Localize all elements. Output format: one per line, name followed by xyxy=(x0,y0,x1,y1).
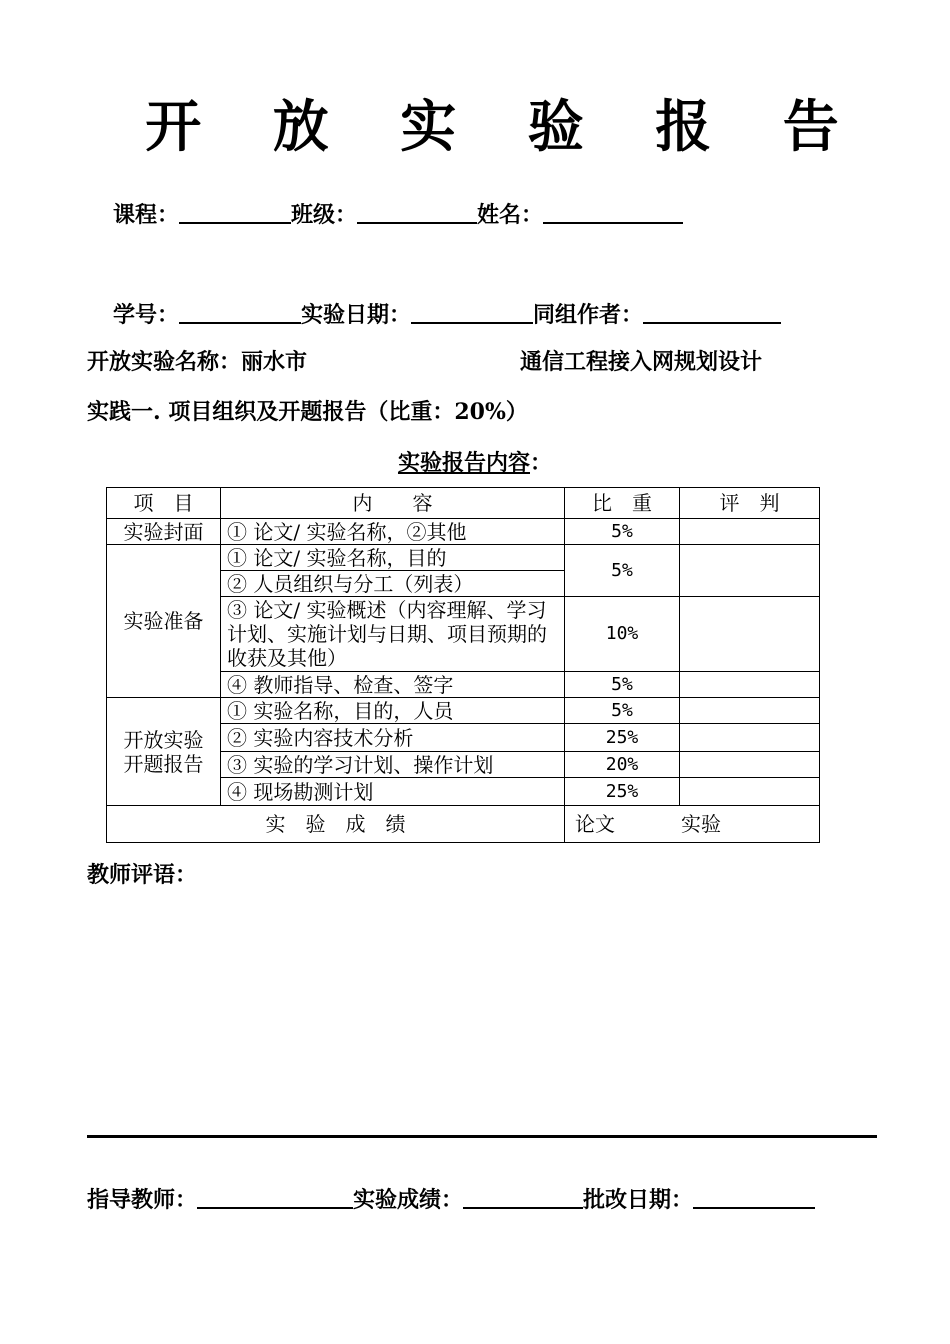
category-prep: 实验准备 xyxy=(107,545,221,698)
teacher-comment-label: 教师评语： xyxy=(87,862,198,888)
content-cell: ③ 论文/ 实验概述（内容理解、学习计划、实施计划与日期、项目预期的收获及其他） xyxy=(221,597,565,672)
judgment-cell[interactable] xyxy=(680,672,820,698)
student-id-label: 学号： xyxy=(113,302,180,328)
content-cell: ② 人员组织与分工（列表） xyxy=(221,571,565,597)
partner-field[interactable] xyxy=(643,298,781,324)
page-title: 开 放 实 验 报 告 xyxy=(145,94,865,160)
weight-cell: 20% xyxy=(565,752,680,778)
content-cell: ③ 实验的学习计划、操作计划 xyxy=(221,752,565,778)
practice-line xyxy=(87,397,528,427)
divider-line xyxy=(87,1135,877,1138)
weight-cell: 25% xyxy=(565,778,680,806)
table-footer-row xyxy=(107,806,820,843)
weight-cell: 5% xyxy=(565,519,680,545)
judgment-cell[interactable] xyxy=(680,752,820,778)
judgment-cell[interactable] xyxy=(680,597,820,672)
experiment-score-label: 实验 xyxy=(681,812,721,836)
header-weight: 比 重 xyxy=(565,488,680,519)
content-cell: ④ 教师指导、检查、签字 xyxy=(221,672,565,698)
table-row xyxy=(107,519,820,545)
signature-row xyxy=(87,1183,815,1216)
table-header-row xyxy=(107,488,820,519)
class-field[interactable] xyxy=(357,198,477,224)
partner-label: 同组作者： xyxy=(533,302,644,328)
name-field[interactable] xyxy=(543,198,683,224)
judgment-cell[interactable] xyxy=(680,724,820,752)
experiment-name-value: 通信工程接入网规划设计 xyxy=(520,349,763,375)
course-label: 课程： xyxy=(113,202,180,228)
name-label: 姓名： xyxy=(477,202,544,228)
info-row-2 xyxy=(113,298,781,331)
content-cell: ② 实验内容技术分析 xyxy=(221,724,565,752)
judgment-cell[interactable] xyxy=(680,698,820,724)
review-date-field[interactable] xyxy=(693,1183,815,1209)
table-row xyxy=(107,545,820,571)
judgment-cell[interactable] xyxy=(680,778,820,806)
course-field[interactable] xyxy=(179,198,291,224)
experiment-date-label: 实验日期： xyxy=(301,302,412,328)
final-score-field[interactable] xyxy=(463,1183,583,1209)
header-item: 项 目 xyxy=(107,488,221,519)
score-cell[interactable] xyxy=(565,806,820,843)
judgment-cell[interactable] xyxy=(680,545,820,597)
weight-cell: 25% xyxy=(565,724,680,752)
final-score-label: 实验成绩： xyxy=(353,1187,464,1213)
table-row xyxy=(107,698,820,724)
judgment-cell[interactable] xyxy=(680,519,820,545)
section-title-main: 实验报告内容 xyxy=(397,450,530,476)
category-proposal: 开放实验开题报告 xyxy=(107,698,221,806)
weight-cell: 5% xyxy=(565,698,680,724)
class-label: 班级： xyxy=(291,202,358,228)
content-cell: ① 实验名称，目的，人员 xyxy=(221,698,565,724)
weight-cell: 10% xyxy=(565,597,680,672)
section-title-colon: ： xyxy=(530,450,553,476)
content-cell: ① 论文/ 实验名称，②其他 xyxy=(221,519,565,545)
section-title xyxy=(0,448,950,478)
weight-cell: 5% xyxy=(565,672,680,698)
experiment-date-field[interactable] xyxy=(411,298,533,324)
weight-cell: 5% xyxy=(565,545,680,597)
teacher-comment-area[interactable] xyxy=(87,895,877,1130)
grading-table xyxy=(106,487,820,843)
practice-text: . 项目组织及开题报告（比重：20%） xyxy=(153,399,528,425)
teacher-label: 指导教师： xyxy=(87,1187,198,1213)
category-cover: 实验封面 xyxy=(107,519,221,545)
info-row-1 xyxy=(113,198,683,231)
thesis-score-label: 论文 xyxy=(575,812,615,836)
header-judgment: 评 判 xyxy=(680,488,820,519)
review-date-label: 批改日期： xyxy=(583,1187,694,1213)
teacher-signature-field[interactable] xyxy=(197,1183,353,1209)
score-label: 实 验 成 绩 xyxy=(107,806,565,843)
content-cell: ① 论文/ 实验名称，目的 xyxy=(221,545,565,571)
header-content: 内 容 xyxy=(221,488,565,519)
experiment-name-label: 开放实验名称：丽水市 xyxy=(87,349,308,375)
practice-prefix: 实践一 xyxy=(87,399,154,425)
student-id-field[interactable] xyxy=(179,298,301,324)
content-cell: ④ 现场勘测计划 xyxy=(221,778,565,806)
